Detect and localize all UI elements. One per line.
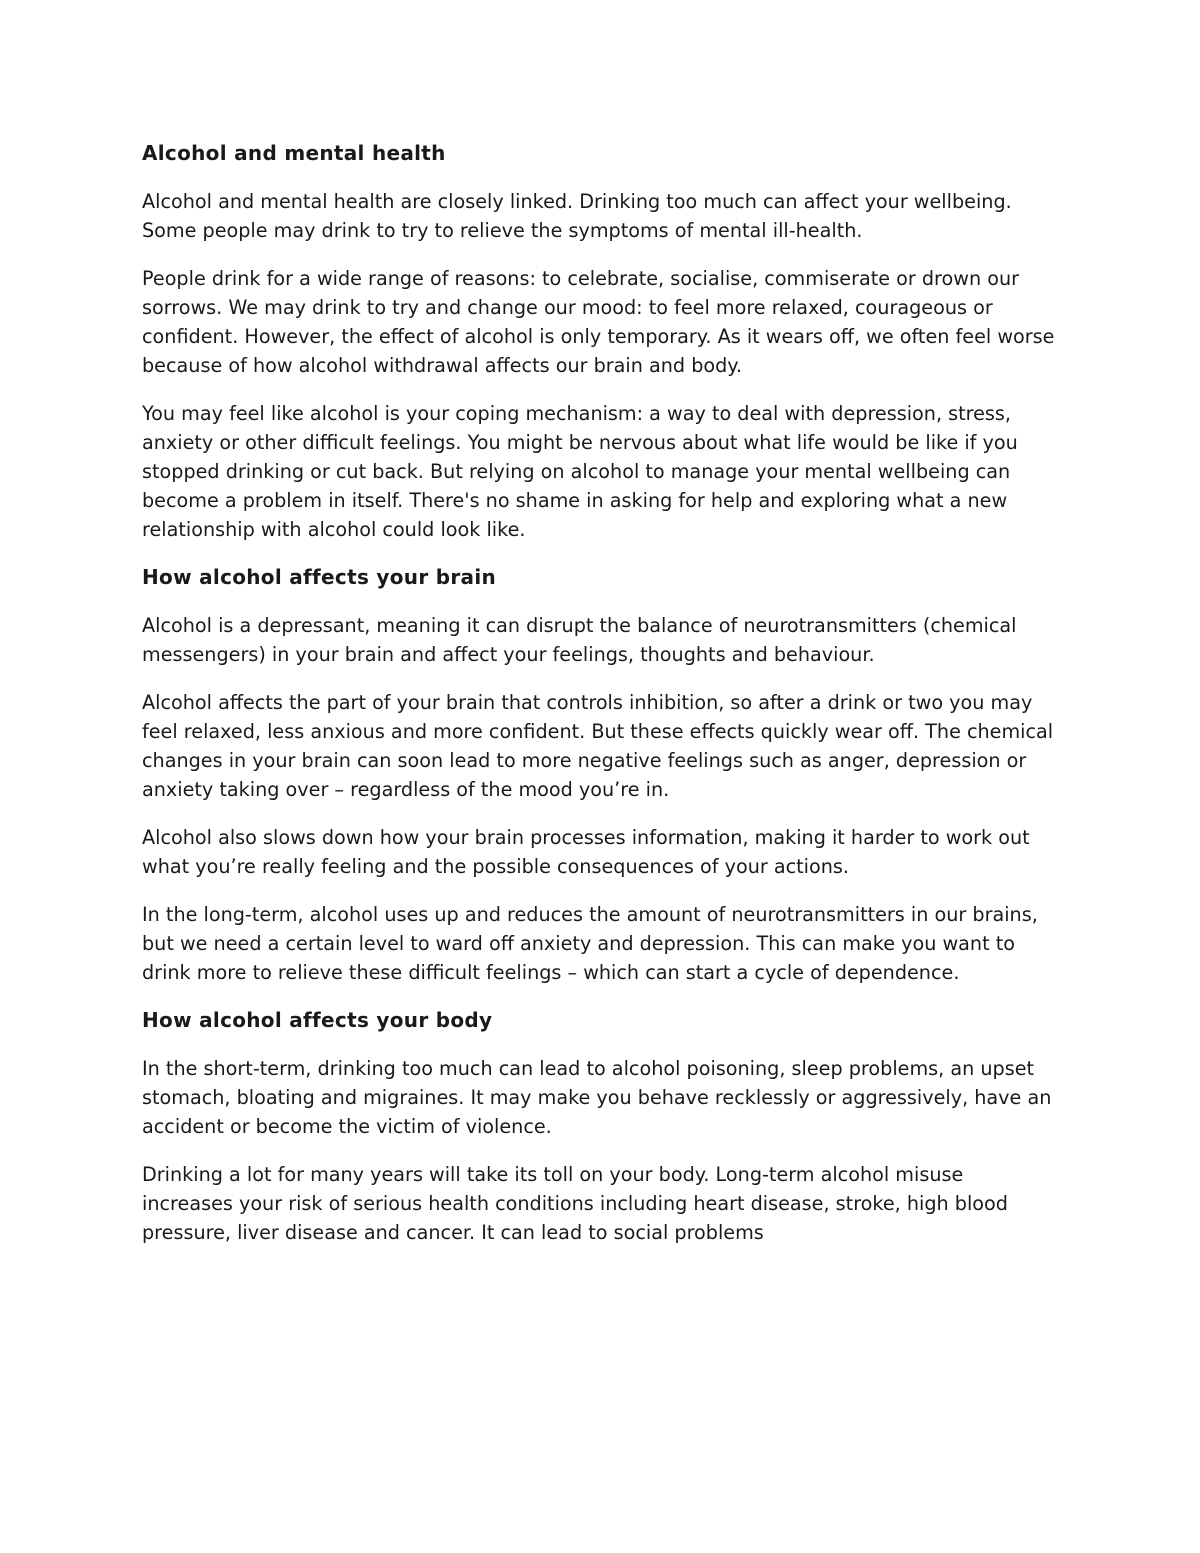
paragraph: People drink for a wide range of reasons: to celebrate, socialise, commiserate or drown our sorrows. We may drink to try and change our mood: to feel more relaxed, courageous or confident. However, the effect of alcohol is only temporary. As it wears off, we often feel worse because of how alcohol withdrawal affects our brain and body. — [142, 267, 1055, 377]
section-how-alcohol-affects-body — [142, 1006, 1058, 1247]
section-alcohol-and-mental-health — [142, 139, 1058, 544]
paragraph: Alcohol and mental health are closely linked. Drinking too much can affect your wellbeing. Some people may drink to try to relieve the symptoms of mental ill-health. — [142, 190, 1012, 242]
section-heading: How alcohol affects your body — [142, 1008, 493, 1032]
paragraph: Alcohol affects the part of your brain that controls inhibition, so after a drink or two you may feel relaxed, less anxious and more confident. But these effects quickly wear off. The chemical changes in your brain can soon lead to more negative feelings such as anger, depression or anxiety taking over – regardless of the mood you’re in. — [142, 691, 1054, 801]
section-how-alcohol-affects-brain — [142, 563, 1058, 987]
document-page — [142, 139, 1058, 1266]
paragraph: In the long-term, alcohol uses up and reduces the amount of neurotransmitters in our brains, but we need a certain level to ward off anxiety and depression. This can make you want to drink more to relieve these difficult feelings – which can start a cycle of dependence. — [142, 903, 1038, 984]
paragraph: You may feel like alcohol is your coping mechanism: a way to deal with depression, stress, anxiety or other difficult feelings. You might be nervous about what life would be like if you stopped drinking or cut back. But relying on alcohol to manage your mental wellbeing can become a problem in itself. There's no shame in asking for help and exploring what a new relationship with alcohol could look like. — [142, 402, 1018, 541]
section-heading: How alcohol affects your brain — [142, 565, 497, 589]
paragraph: Drinking a lot for many years will take its toll on your body. Long-term alcohol misuse increases your risk of serious health conditions including heart disease, stroke, high blood pressure, liver disease and cancer. It can lead to social problems — [142, 1163, 1008, 1244]
paragraph: Alcohol also slows down how your brain processes information, making it harder to work out what you’re really feeling and the possible consequences of your actions. — [142, 826, 1030, 878]
paragraph: Alcohol is a depressant, meaning it can disrupt the balance of neurotransmitters (chemical messengers) in your brain and affect your feelings, thoughts and behaviour. — [142, 614, 1017, 666]
paragraph: In the short-term, drinking too much can lead to alcohol poisoning, sleep problems, an upset stomach, bloating and migraines. It may make you behave recklessly or aggressively, have an accident or become the victim of violence. — [142, 1057, 1052, 1138]
section-heading: Alcohol and mental health — [142, 141, 446, 165]
